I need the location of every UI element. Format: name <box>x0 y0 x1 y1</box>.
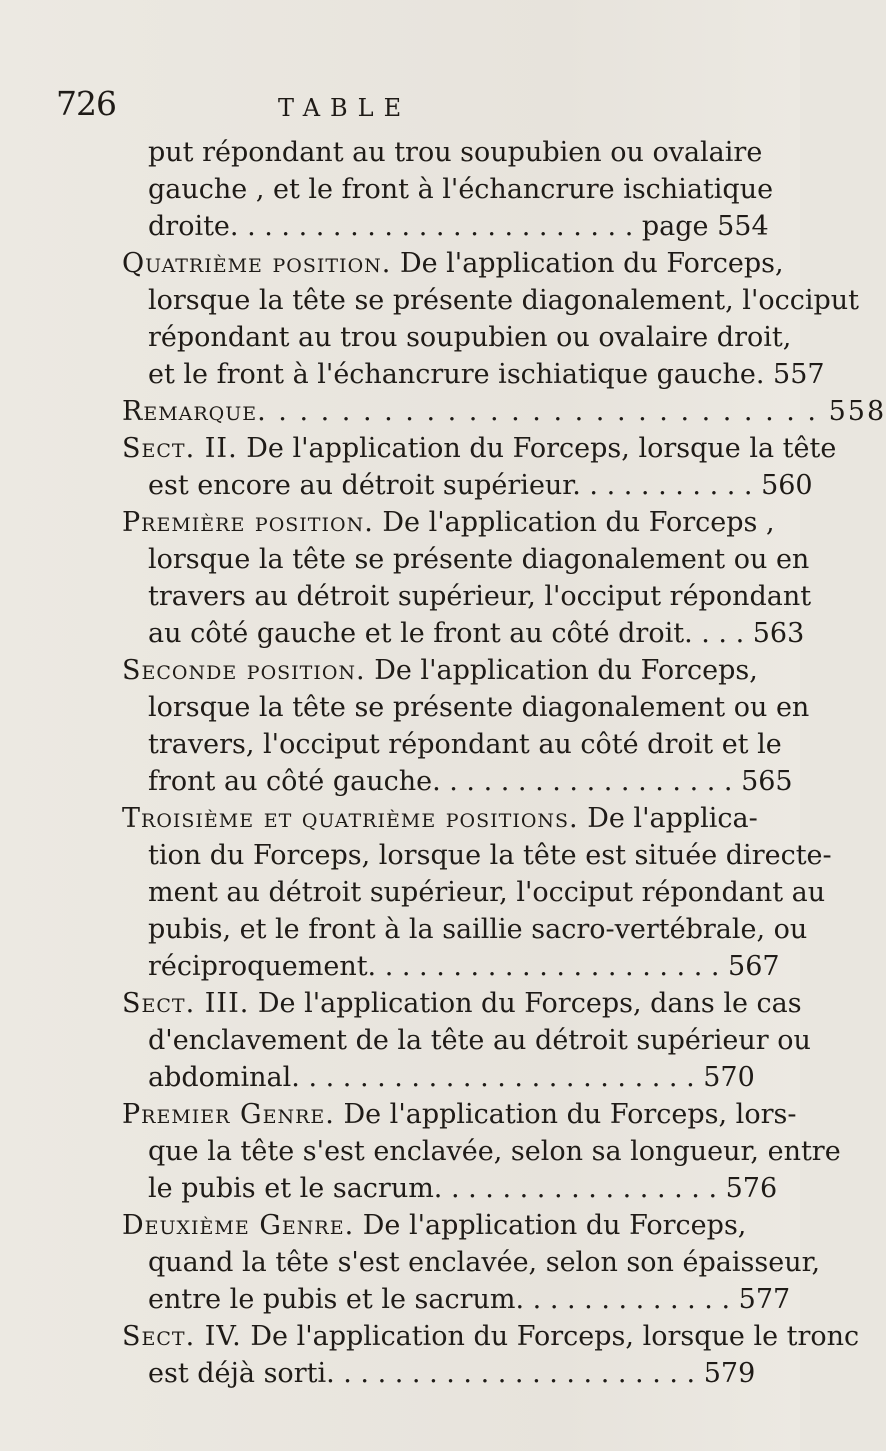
toc-line: est encore au détroit supérieur. . . . . . . . . . . 560 <box>148 470 813 501</box>
entry-text: De l'application du Forceps, <box>391 248 784 279</box>
entry-text: De l'application du Forceps, dans le cas <box>249 988 802 1019</box>
entry-heading: Sect. II. <box>122 433 238 464</box>
toc-line: pubis, et le front à la saillie sacro-vertébrale, ou <box>148 914 808 945</box>
toc-entry <box>122 432 836 466</box>
entry-text: De l'application du Forceps, lorsque la tête <box>237 433 837 464</box>
toc-entry <box>122 1320 859 1354</box>
entry-text: De l'application du Forceps, <box>365 655 758 686</box>
entry-heading: Seconde position. <box>122 655 366 686</box>
toc-entry <box>122 395 886 429</box>
entry-heading: Sect. III. <box>122 988 250 1019</box>
toc-line: au côté gauche et le front au côté droit. . . . 563 <box>148 618 805 649</box>
entry-text: De l'application du Forceps, lors- <box>334 1099 797 1130</box>
entry-heading: Troisième et quatrième positions. <box>122 803 579 834</box>
toc-line: est déjà sorti. . . . . . . . . . . . . . . . . . . . . . 579 <box>148 1358 756 1389</box>
entry-text: De l'application du Forceps, <box>354 1210 747 1241</box>
entry-heading: Première position. <box>122 507 374 538</box>
toc-entry <box>122 506 775 540</box>
toc-entry <box>122 987 802 1021</box>
toc-line: droite. . . . . . . . . . . . . . . . . . . . . . . . page 554 <box>148 211 769 242</box>
toc-line: quand la tête s'est enclavée, selon son épaisseur, <box>148 1247 821 1278</box>
toc-line: lorsque la tête se présente diagonalement ou en <box>148 692 810 723</box>
toc-line: et le front à l'échancrure ischiatique gauche. 557 <box>148 359 825 390</box>
entry-heading: Quatrième position. <box>122 248 392 279</box>
toc-entry <box>122 247 784 281</box>
toc-line: travers, l'occiput répondant au côté droit et le <box>148 729 782 760</box>
toc-line: front au côté gauche. . . . . . . . . . . . . . . . . . 565 <box>148 766 793 797</box>
entry-text: De l'application du Forceps , <box>373 507 775 538</box>
running-title: TABLE <box>278 94 412 122</box>
toc-line: que la tête s'est enclavée, selon sa longueur, entre <box>148 1136 841 1167</box>
toc-line: gauche , et le front à l'échancrure ischiatique <box>148 174 774 205</box>
toc-line: travers au détroit supérieur, l'occiput répondant <box>148 581 812 612</box>
toc-line: put répondant au trou soupubien ou ovalaire <box>148 137 763 168</box>
toc-line: réciproquement. . . . . . . . . . . . . . . . . . . . . 567 <box>148 951 780 982</box>
entry-text: De l'application du Forceps, lorsque le tronc <box>241 1321 860 1352</box>
toc-line: abdominal. . . . . . . . . . . . . . . . . . . . . . . . 570 <box>148 1062 755 1093</box>
toc-line: tion du Forceps, lorsque la tête est située directe- <box>148 840 832 871</box>
page-number: 726 <box>56 84 116 123</box>
toc-entry <box>122 654 758 688</box>
entry-text: De l'applica- <box>578 803 758 834</box>
entry-heading: Remarque <box>122 396 258 427</box>
entry-heading: Sect. IV. <box>122 1321 242 1352</box>
toc-line: le pubis et le sacrum. . . . . . . . . . . . . . . . . 576 <box>148 1173 778 1204</box>
toc-line: d'enclavement de la tête au détroit supérieur ou <box>148 1025 811 1056</box>
entry-heading: Premier Genre. <box>122 1099 335 1130</box>
toc-line: ment au détroit supérieur, l'occiput répondant au <box>148 877 826 908</box>
toc-line: entre le pubis et le sacrum. . . . . . . . . . . . . 577 <box>148 1284 791 1315</box>
toc-entry <box>122 802 758 836</box>
entry-text: . . . . . . . . . . . . . . . . . . . . . . . . . . . 558 <box>257 396 886 427</box>
toc-entry <box>122 1098 796 1132</box>
toc-line: lorsque la tête se présente diagonalement ou en <box>148 544 810 575</box>
toc-line: lorsque la tête se présente diagonalement, l'occiput <box>148 285 860 316</box>
toc-entry <box>122 1209 746 1243</box>
entry-heading: Deuxième Genre. <box>122 1210 355 1241</box>
toc-line: répondant au trou soupubien ou ovalaire droit, <box>148 322 792 353</box>
